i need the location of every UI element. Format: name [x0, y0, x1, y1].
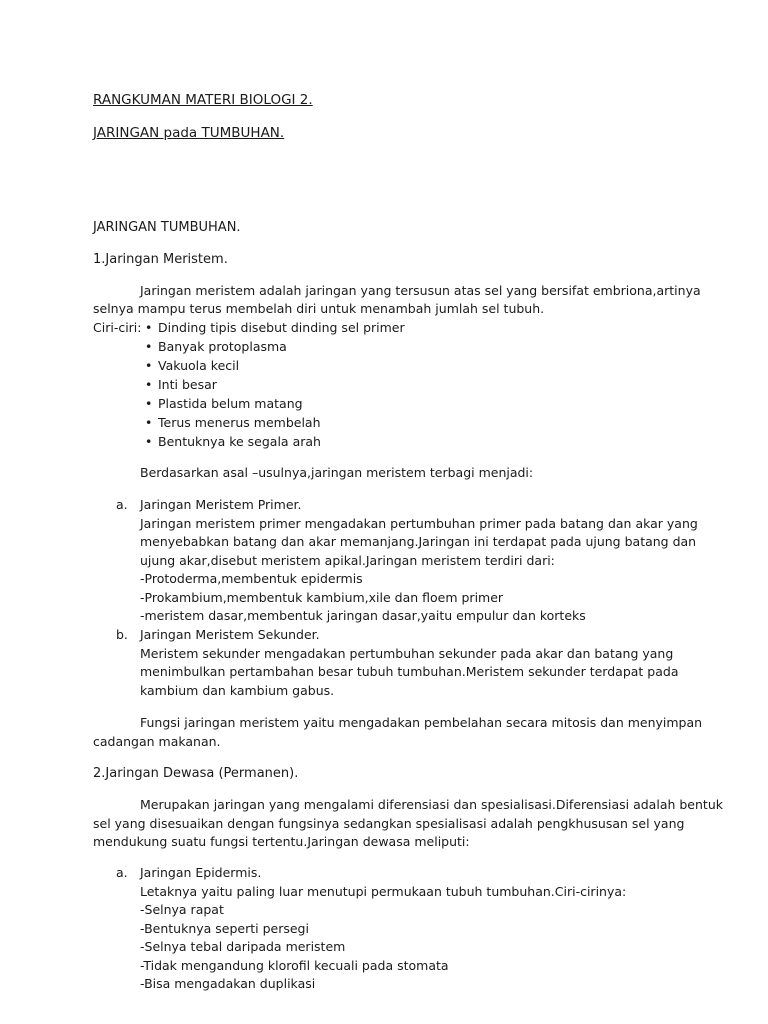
- bullet-icon: •: [145, 339, 153, 354]
- bullet-icon: •: [145, 320, 153, 335]
- list-marker: a.: [116, 497, 128, 512]
- epidermis-line: -Tidak mengandung klorofil kecuali pada stomata: [140, 958, 449, 973]
- meristem-intro-line-2: selnya mampu terus membelah diri untuk menambah jumlah sel tubuh.: [93, 301, 545, 316]
- bullet-icon: •: [145, 396, 153, 411]
- epidermis-line: -Bisa mengadakan duplikasi: [140, 976, 316, 991]
- title-line-2: JARINGAN pada TUMBUHAN.: [93, 125, 285, 141]
- dewasa-intro-line-1: Merupakan jaringan yang mengalami diferensiasi dan spesialisasi.Diferensiasi adalah bentuk: [140, 797, 723, 812]
- ciri-label: Ciri-ciri:: [93, 320, 142, 335]
- primer-line: -meristem dasar,membentuk jaringan dasar,yaitu empulur dan korteks: [140, 608, 586, 623]
- bullet-item: Vakuola kecil: [158, 358, 240, 373]
- epidermis-line: -Selnya tebal daripada meristem: [140, 939, 346, 954]
- title-line-1: RANGKUMAN MATERI BIOLOGI 2.: [93, 92, 313, 108]
- bullet-icon: •: [145, 377, 153, 392]
- dewasa-heading: 2.Jaringan Dewasa (Permanen).: [93, 766, 299, 781]
- dewasa-intro-line-3: mendukung suatu fungsi tertentu.Jaringan dewasa meliputi:: [93, 834, 470, 849]
- primer-line: -Protoderma,membentuk epidermis: [140, 571, 363, 586]
- fungsi-line-1: Fungsi jaringan meristem yaitu mengadakan pembelahan secara mitosis dan menyimpan: [140, 715, 703, 730]
- fungsi-line-2: cadangan makanan.: [93, 734, 221, 749]
- sekunder-line: kambium dan kambium gabus.: [140, 683, 335, 698]
- section-heading: JARINGAN TUMBUHAN.: [93, 220, 241, 235]
- bullet-item: Banyak protoplasma: [158, 339, 287, 354]
- list-marker: b.: [116, 627, 128, 642]
- bullet-item: Inti besar: [158, 377, 217, 392]
- bullet-item: Plastida belum matang: [158, 396, 303, 411]
- bullet-icon: •: [145, 415, 153, 430]
- primer-line: -Prokambium,membentuk kambium,xile dan floem primer: [140, 590, 504, 605]
- bullet-item: Dinding tipis disebut dinding sel primer: [158, 320, 405, 335]
- sekunder-title: Jaringan Meristem Sekunder.: [140, 627, 320, 642]
- bullet-icon: •: [145, 434, 153, 449]
- meristem-asal: Berdasarkan asal –usulnya,jaringan meristem terbagi menjadi:: [140, 465, 534, 480]
- bullet-item: Bentuknya ke segala arah: [158, 434, 321, 449]
- sekunder-line: Meristem sekunder mengadakan pertumbuhan sekunder pada akar dan batang yang: [140, 646, 674, 661]
- dewasa-intro-line-2: sel yang disesuaikan dengan fungsinya sedangkan spesialisasi adalah pengkhususan sel yang: [93, 816, 685, 831]
- primer-line: ujung akar,disebut meristem apikal.Jaringan meristem terdiri dari:: [140, 553, 555, 568]
- epidermis-title: Jaringan Epidermis.: [140, 865, 262, 880]
- primer-line: menyebabkan batang dan akar memanjang.Jaringan ini terdapat pada ujung batang dan: [140, 534, 697, 549]
- epidermis-line: -Bentuknya seperti persegi: [140, 921, 309, 936]
- epidermis-line: -Selnya rapat: [140, 902, 224, 917]
- meristem-heading: 1.Jaringan Meristem.: [93, 252, 228, 267]
- primer-line: Jaringan meristem primer mengadakan pertumbuhan primer pada batang dan akar yang: [140, 516, 698, 531]
- sekunder-line: menimbulkan pertambahan besar tubuh tumbuhan.Meristem sekunder terdapat pada: [140, 664, 679, 679]
- meristem-intro-line-1: Jaringan meristem adalah jaringan yang tersusun atas sel yang bersifat embriona,artinya: [140, 283, 701, 298]
- bullet-icon: •: [145, 358, 153, 373]
- primer-title: Jaringan Meristem Primer.: [140, 497, 302, 512]
- list-marker: a.: [116, 865, 128, 880]
- epidermis-line: Letaknya yaitu paling luar menutupi permukaan tubuh tumbuhan.Ciri-cirinya:: [140, 884, 627, 899]
- bullet-item: Terus menerus membelah: [158, 415, 321, 430]
